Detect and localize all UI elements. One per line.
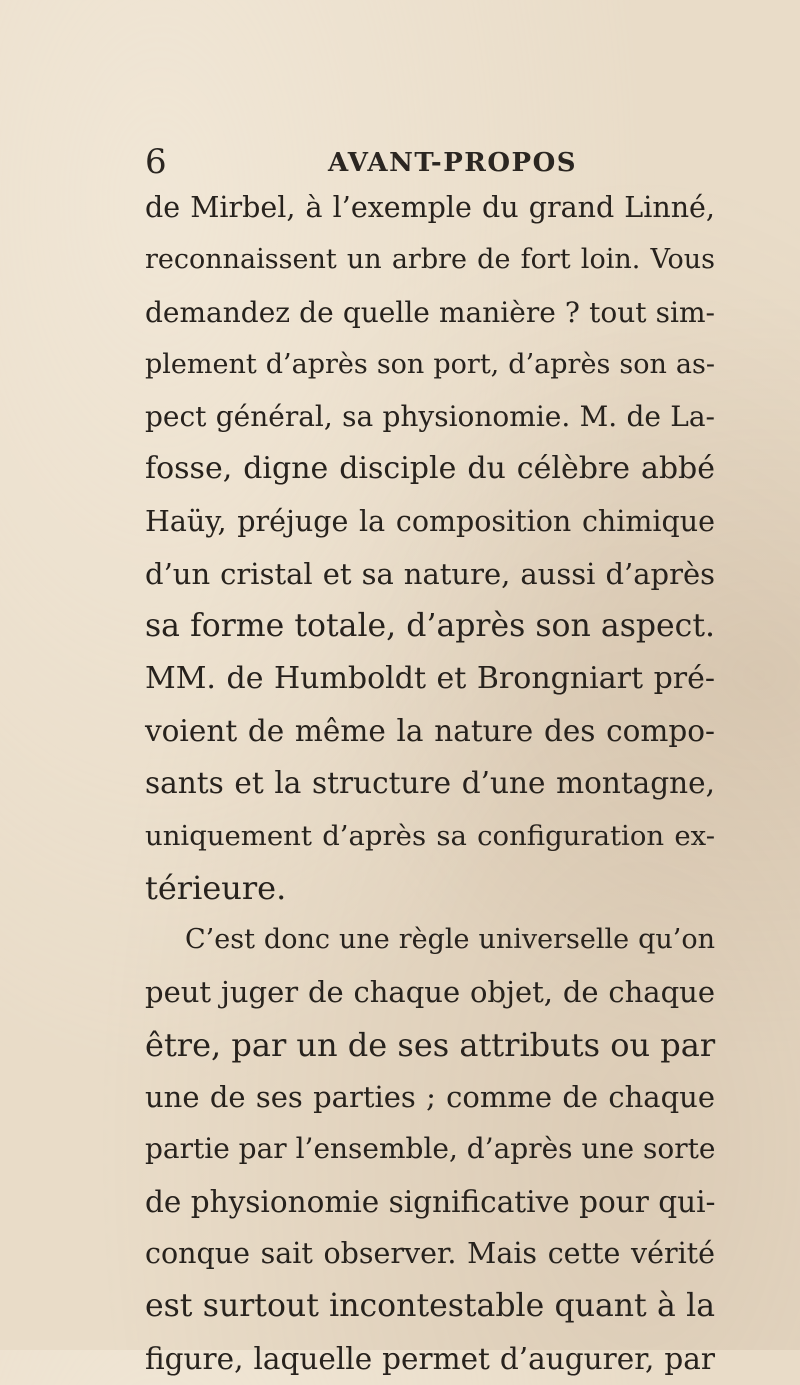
text-line: térieure. <box>145 868 287 907</box>
text-line: reconnaissent un arbre de fort loin. Vous <box>145 244 715 276</box>
text-line: être, par un de ses attributs ou par <box>145 1025 716 1064</box>
text-line: de Mirbel, à l’exemple du grand Linné, <box>145 191 715 224</box>
text-line: uniquement d’après sa configuration ex- <box>145 819 715 852</box>
running-head: AVANT-PROPOS <box>328 148 577 178</box>
text-line: fosse, digne disciple du célèbre abbé <box>145 451 715 487</box>
text-line: MM. de Humboldt et Brongniart pré- <box>145 660 715 696</box>
text-line: sants et la structure d’une montagne, <box>145 766 715 801</box>
page-number: 6 <box>145 142 167 182</box>
text-line: Haüy, préjuge la composition chimique <box>145 504 715 538</box>
text-line: une de ses parties ; comme de chaque <box>145 1080 715 1115</box>
text-line: est surtout incontestable quant à la <box>145 1288 715 1325</box>
text-line: conque sait observer. Mais cette vérité <box>145 1236 715 1270</box>
text-line: figure, laquelle permet d’augurer, par <box>145 1341 715 1376</box>
text-line: sa forme totale, d’après son aspect. <box>145 608 715 645</box>
paragraph-2 <box>145 914 715 1385</box>
text-line: voient de même la nature des compo- <box>145 713 715 748</box>
text-line: C’est donc une règle universelle qu’on <box>185 924 715 956</box>
text-line: pect général, sa physionomie. M. de La- <box>145 400 715 434</box>
text-line: plement d’après son port, d’après son as- <box>145 348 715 380</box>
paragraph-1 <box>145 182 715 914</box>
text-line: d’un cristal et sa nature, aussi d’après <box>145 557 715 592</box>
page-header <box>145 142 765 182</box>
text-line: peut juger de chaque objet, de chaque <box>145 975 715 1010</box>
text-line: de physionomie significative pour qui- <box>145 1184 716 1219</box>
text-line: partie par l’ensemble, d’après une sorte <box>145 1132 716 1166</box>
body-text <box>145 182 715 1385</box>
text-line: demandez de quelle manière ? tout sim- <box>145 295 715 329</box>
